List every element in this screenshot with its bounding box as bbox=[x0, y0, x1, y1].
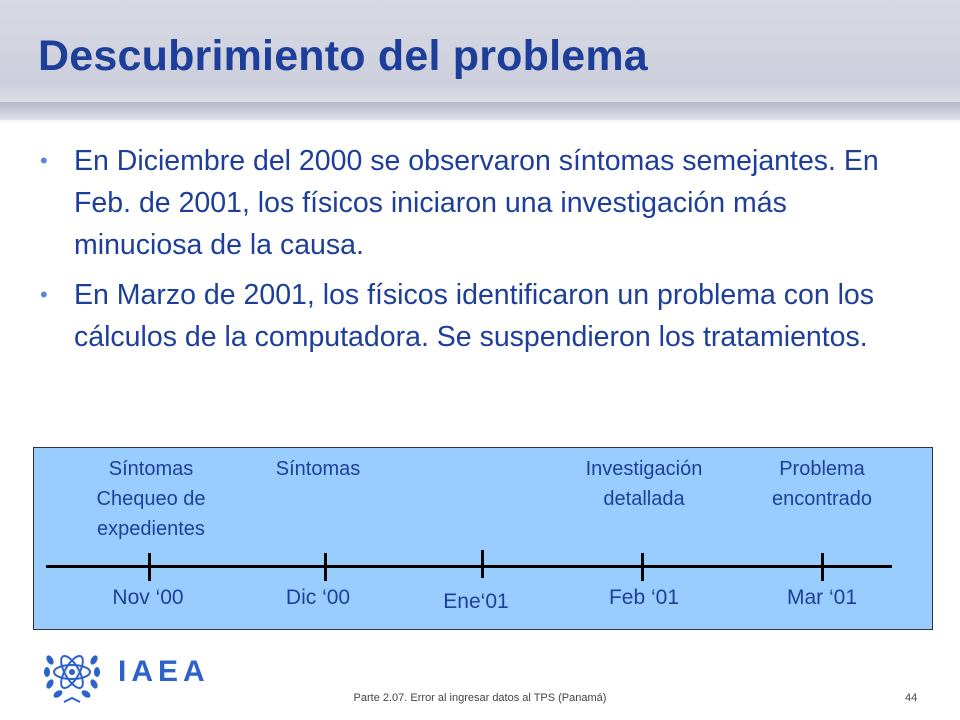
page-number: 44 bbox=[905, 692, 918, 704]
timeline-label-line: Problema bbox=[779, 458, 865, 480]
timeline-tick-dic bbox=[324, 553, 327, 581]
timeline-tick-feb bbox=[641, 553, 644, 581]
timeline-label-line: expedientes bbox=[97, 518, 205, 540]
timeline-date-feb: Feb ‘01 bbox=[608, 586, 680, 609]
timeline-date-nov: Nov ‘00 bbox=[112, 586, 184, 609]
bullet-item bbox=[40, 140, 920, 266]
footer-caption: Parte 2.07. Error al ingresar datos al TPS (Panamá) bbox=[353, 692, 607, 704]
bullet-list bbox=[40, 140, 920, 366]
page-title: Descubrimiento del problema bbox=[38, 32, 648, 80]
timeline-date-ene: Ene‘01 bbox=[443, 590, 509, 613]
timeline-tick-mar bbox=[821, 553, 824, 581]
timeline-label-dic bbox=[276, 454, 360, 484]
timeline-label-line: detallada bbox=[603, 488, 685, 510]
timeline-date-dic: Dic ‘00 bbox=[285, 586, 351, 609]
bullet-icon: • bbox=[40, 148, 48, 173]
timeline-axis-line bbox=[46, 565, 892, 568]
timeline-panel bbox=[33, 447, 933, 630]
timeline-date-mar: Mar ‘01 bbox=[786, 586, 858, 609]
header-shadow bbox=[0, 102, 960, 124]
timeline-label-line: Síntomas bbox=[275, 458, 361, 480]
iaea-logo-text: IAEA bbox=[118, 655, 210, 688]
timeline-label-nov bbox=[97, 454, 206, 544]
timeline-tick-ene bbox=[481, 550, 484, 578]
timeline-label-line: Investigación bbox=[585, 458, 703, 480]
bullet-text: En Marzo de 2001, los físicos identificaron un problema con los cálculos de la computadora. Se suspendieron los tratamientos. bbox=[74, 279, 875, 353]
bullet-text: En Diciembre del 2000 se observaron síntomas semejantes. En Feb. de 2001, los físicos iniciaron una investigación más minuciosa de la causa. bbox=[74, 145, 879, 261]
bullet-icon: • bbox=[40, 282, 48, 307]
bullet-item bbox=[40, 274, 920, 358]
timeline-label-mar bbox=[772, 454, 872, 514]
timeline-label-line: encontrado bbox=[771, 488, 873, 510]
timeline-label-feb bbox=[586, 454, 703, 514]
timeline-label-line: Síntomas bbox=[108, 458, 194, 480]
timeline-tick-nov bbox=[148, 553, 151, 581]
timeline-label-line: Chequeo de bbox=[96, 488, 206, 510]
